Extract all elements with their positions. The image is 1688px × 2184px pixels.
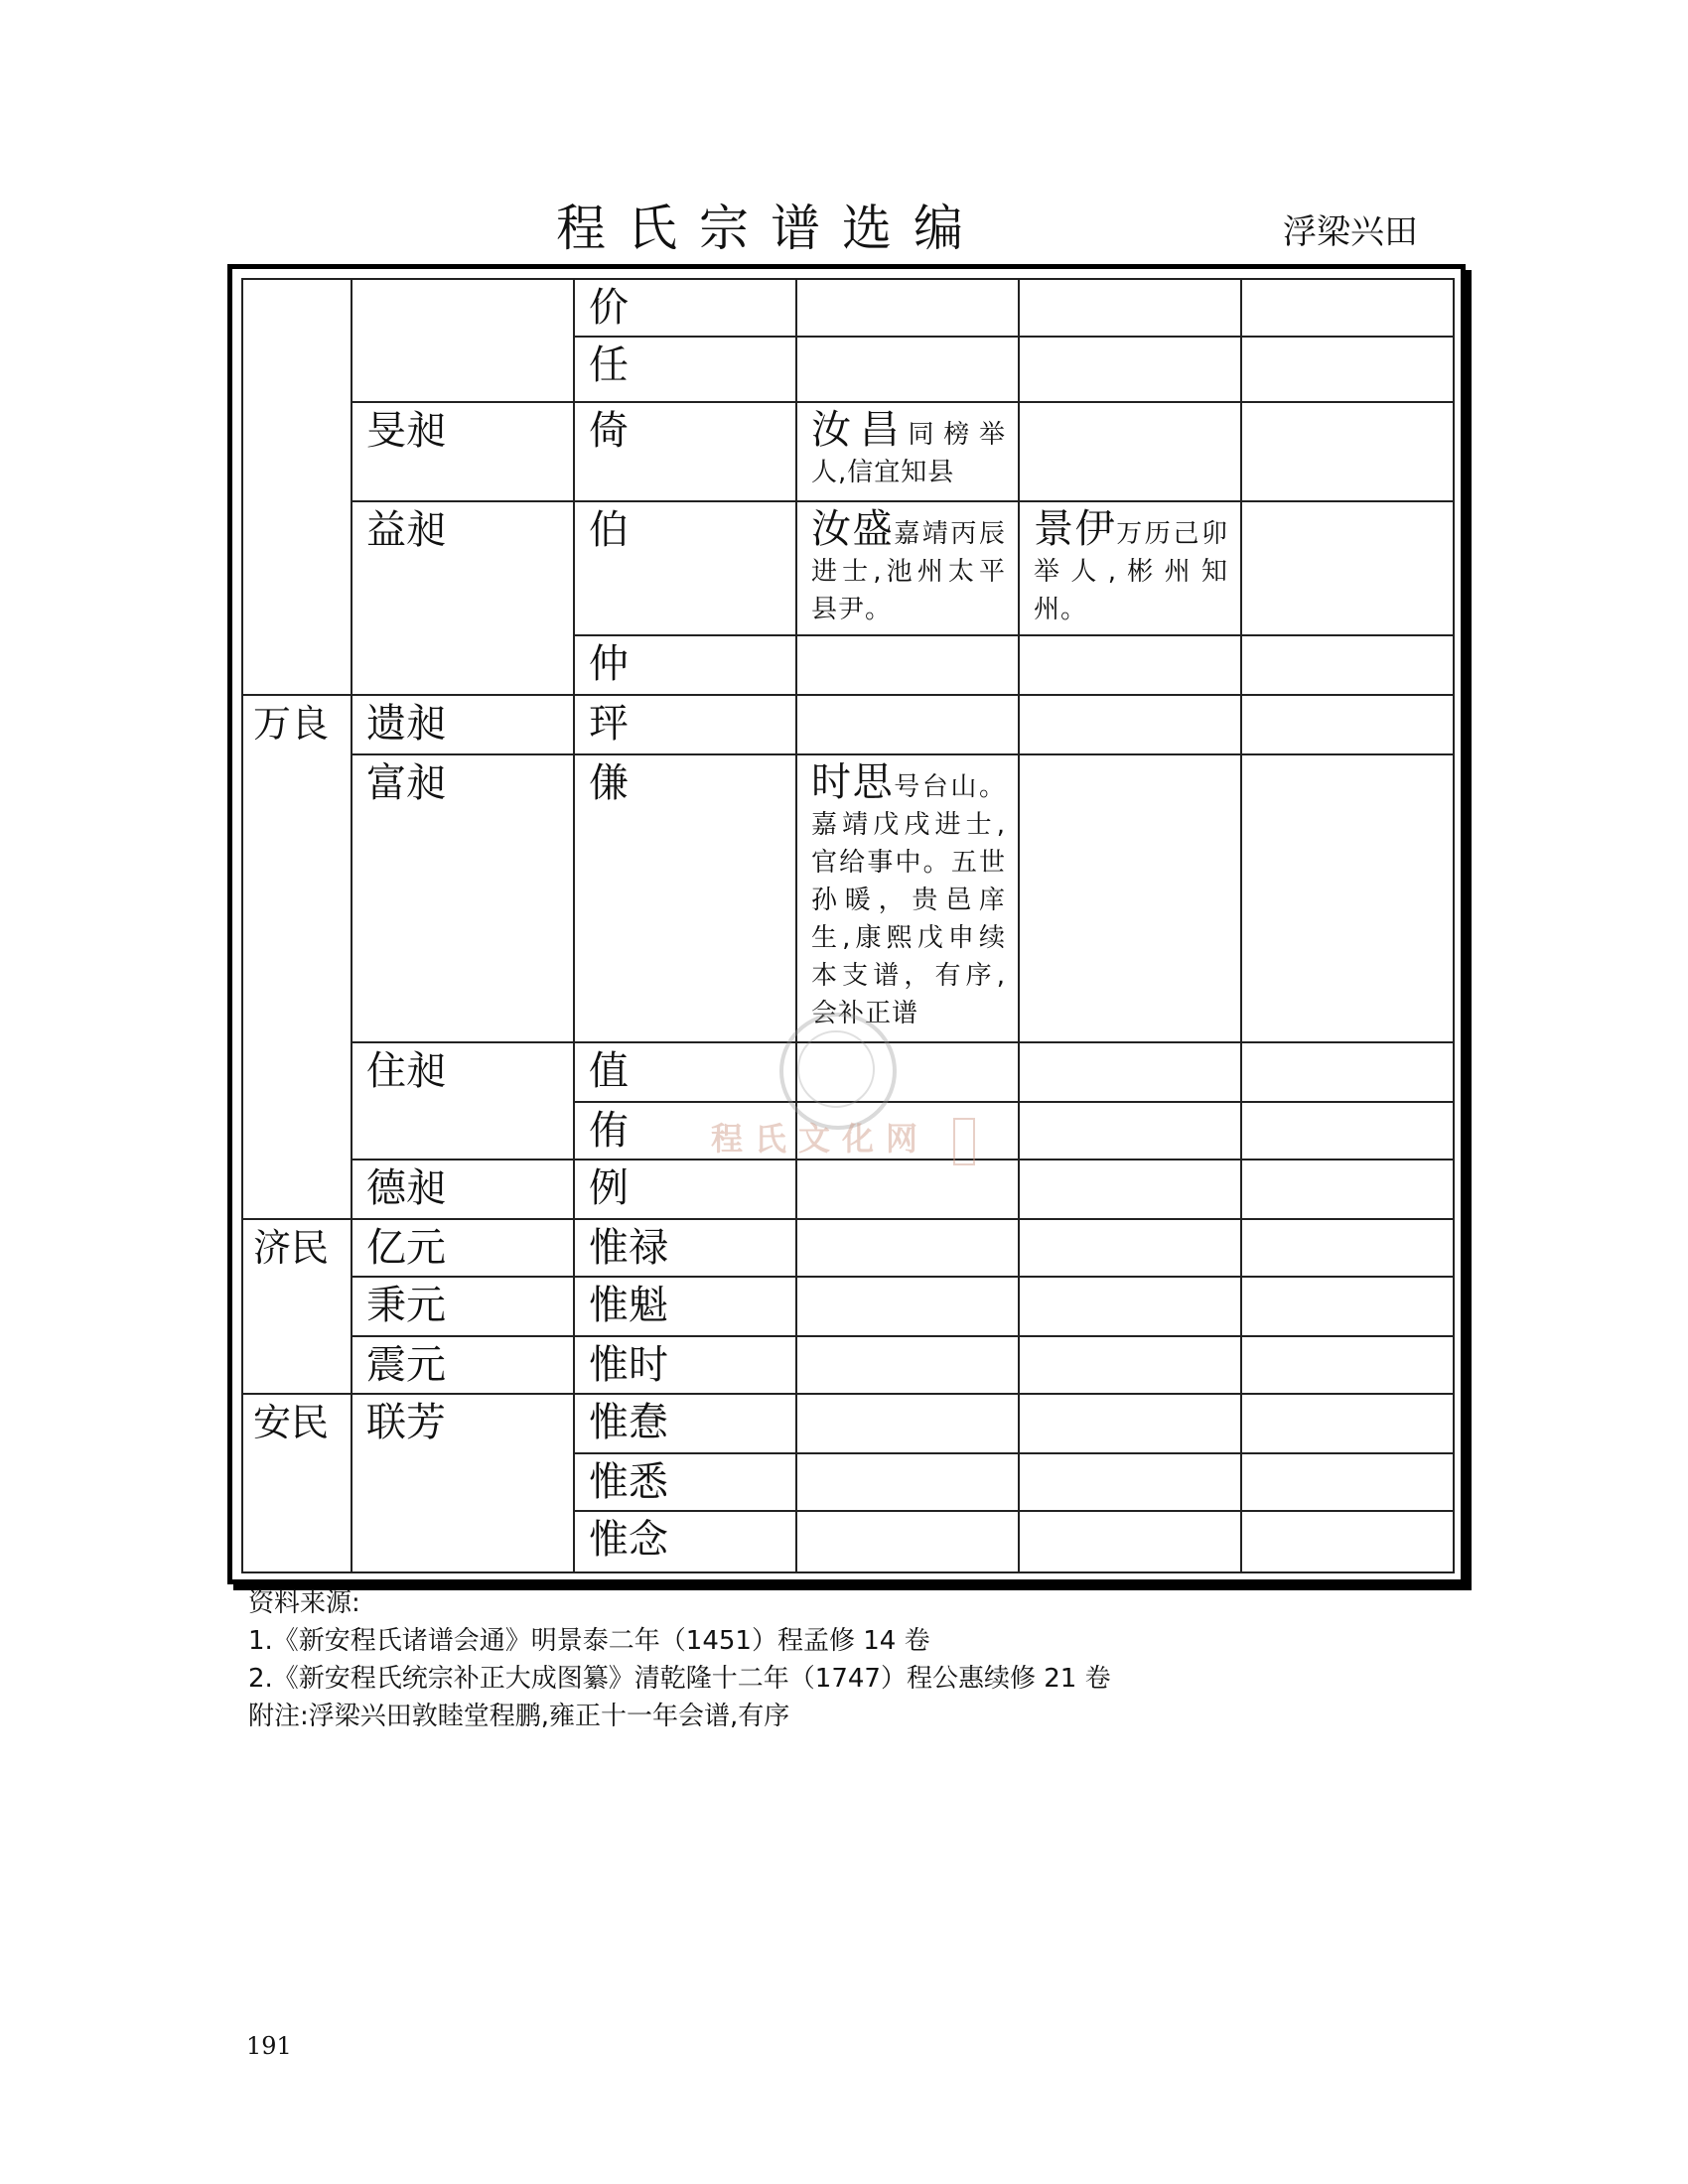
table-row bbox=[242, 1336, 1454, 1394]
gen3-cell bbox=[574, 754, 796, 1042]
person-name: 汝昌 bbox=[811, 407, 909, 453]
person-name: 安民 bbox=[253, 1401, 330, 1444]
person-bio bbox=[797, 502, 1018, 634]
table-row bbox=[242, 1219, 1454, 1277]
gen5-cell bbox=[1019, 1277, 1241, 1336]
person-name: 景伊 bbox=[1034, 506, 1117, 552]
gen4-cell bbox=[796, 1219, 1019, 1277]
source-note: 附注:浮梁兴田敦睦堂程鹏,雍正十一年会谱,有序 bbox=[248, 1702, 790, 1731]
person-name: 益昶 bbox=[366, 507, 446, 553]
gen5-cell bbox=[1019, 1219, 1241, 1277]
person-name: 旻昶 bbox=[366, 408, 446, 454]
gen3-cell bbox=[574, 1042, 796, 1102]
gen6-cell bbox=[1241, 1277, 1454, 1336]
person-name: 伯 bbox=[589, 507, 629, 553]
lineage-table bbox=[241, 278, 1455, 1573]
gen2-cell bbox=[352, 1277, 574, 1336]
gen5-cell bbox=[1019, 695, 1241, 754]
gen6-cell bbox=[1241, 1160, 1454, 1219]
gen5-cell bbox=[1019, 402, 1241, 501]
gen6-cell bbox=[1241, 279, 1454, 337]
gen3-cell bbox=[574, 337, 796, 402]
gen4-cell bbox=[796, 279, 1019, 337]
gen1-cell bbox=[242, 695, 352, 1219]
gen5-cell bbox=[1019, 1511, 1241, 1572]
gen5-cell bbox=[1019, 754, 1241, 1042]
gen2-cell bbox=[352, 695, 574, 754]
gen4-cell bbox=[796, 1102, 1019, 1160]
gen4-cell bbox=[796, 754, 1019, 1042]
gen6-cell bbox=[1241, 1453, 1454, 1511]
page-region: 浮梁兴田 bbox=[1283, 212, 1418, 252]
source-item: 1.《新安程氏诸谱会通》明景泰二年（1451）程孟修 14 卷 bbox=[248, 1626, 930, 1656]
gen2-cell bbox=[352, 402, 574, 501]
person-name: 值 bbox=[589, 1048, 629, 1094]
gen6-cell bbox=[1241, 754, 1454, 1042]
gen3-cell bbox=[574, 1102, 796, 1160]
gen4-cell bbox=[796, 1453, 1019, 1511]
person-name: 富昶 bbox=[366, 760, 446, 806]
person-name: 惟悉 bbox=[589, 1459, 668, 1505]
table-row bbox=[242, 1394, 1454, 1453]
gen1-cell bbox=[242, 279, 352, 695]
gen6-cell bbox=[1241, 635, 1454, 695]
page-title: 程氏宗谱选编 bbox=[556, 200, 985, 257]
gen3-cell bbox=[574, 501, 796, 635]
person-name: 联芳 bbox=[366, 1400, 446, 1445]
person-name: 震元 bbox=[366, 1342, 446, 1388]
gen3-cell bbox=[574, 695, 796, 754]
gen2-cell bbox=[352, 279, 574, 402]
person-name: 德昶 bbox=[366, 1165, 446, 1211]
gen1-cell bbox=[242, 1394, 352, 1572]
gen4-cell bbox=[796, 1160, 1019, 1219]
gen5-cell bbox=[1019, 337, 1241, 402]
gen1-cell bbox=[242, 1219, 352, 1394]
gen3-cell bbox=[574, 1336, 796, 1394]
gen4-cell bbox=[796, 695, 1019, 754]
person-name: 任 bbox=[589, 342, 629, 388]
gen5-cell bbox=[1019, 1336, 1241, 1394]
table-row bbox=[242, 1160, 1454, 1219]
gen4-cell bbox=[796, 1394, 1019, 1453]
person-name: 仲 bbox=[589, 641, 629, 687]
source-item: 2.《新安程氏统宗补正大成图纂》清乾隆十二年（1747）程公惠续修 21 卷 bbox=[248, 1664, 1111, 1694]
person-note: 万历己卯举人,彬州知州。 bbox=[1034, 519, 1228, 624]
gen4-cell bbox=[796, 402, 1019, 501]
gen6-cell bbox=[1241, 501, 1454, 635]
person-name: 惟魁 bbox=[589, 1283, 668, 1328]
gen5-cell bbox=[1019, 635, 1241, 695]
gen4-cell bbox=[796, 635, 1019, 695]
gen6-cell bbox=[1241, 402, 1454, 501]
watermark-text: 程氏文化网 bbox=[711, 1120, 930, 1158]
gen2-cell bbox=[352, 501, 574, 695]
person-name: 济民 bbox=[253, 1226, 330, 1270]
gen3-cell bbox=[574, 635, 796, 695]
person-name: 惟念 bbox=[589, 1517, 668, 1563]
gen5-cell bbox=[1019, 1042, 1241, 1102]
table-row bbox=[242, 402, 1454, 501]
gen4-cell bbox=[796, 1511, 1019, 1572]
sources-heading: 资料来源: bbox=[248, 1588, 360, 1618]
gen6-cell bbox=[1241, 1219, 1454, 1277]
gen2-cell bbox=[352, 1042, 574, 1160]
gen4-cell bbox=[796, 1042, 1019, 1102]
person-name: 惟禄 bbox=[589, 1225, 668, 1271]
gen6-cell bbox=[1241, 695, 1454, 754]
gen6-cell bbox=[1241, 1511, 1454, 1572]
gen6-cell bbox=[1241, 337, 1454, 402]
person-name: 倚 bbox=[589, 408, 629, 454]
gen3-cell bbox=[574, 279, 796, 337]
gen6-cell bbox=[1241, 1102, 1454, 1160]
gen6-cell bbox=[1241, 1042, 1454, 1102]
gen4-cell bbox=[796, 337, 1019, 402]
lineage-table-frame bbox=[227, 264, 1466, 1584]
person-name: 住昶 bbox=[366, 1048, 446, 1094]
gen3-cell bbox=[574, 1160, 796, 1219]
gen3-cell bbox=[574, 1277, 796, 1336]
table-row bbox=[242, 754, 1454, 1042]
person-note: 号台山。嘉靖戊戌进士,官给事中。五世孙暖，贵邑庠生,康熙戊申续本支谱，有序,会补正谱 bbox=[811, 772, 1006, 1028]
person-name: 价 bbox=[589, 285, 629, 331]
gen2-cell bbox=[352, 1394, 574, 1572]
gen3-cell bbox=[574, 1219, 796, 1277]
gen4-cell bbox=[796, 1336, 1019, 1394]
page-number: 191 bbox=[246, 2032, 292, 2060]
person-name: 汝盛 bbox=[811, 506, 895, 552]
gen6-cell bbox=[1241, 1336, 1454, 1394]
person-bio bbox=[797, 755, 1018, 1038]
person-name: 遗昶 bbox=[366, 701, 446, 747]
gen4-cell bbox=[796, 501, 1019, 635]
person-name: 亿元 bbox=[366, 1225, 446, 1271]
gen2-cell bbox=[352, 1160, 574, 1219]
person-name: 侑 bbox=[589, 1108, 629, 1154]
table-row bbox=[242, 695, 1454, 754]
sources-block bbox=[248, 1584, 1460, 1735]
person-name: 万良 bbox=[253, 702, 330, 746]
person-name: 例 bbox=[589, 1165, 629, 1211]
gen6-cell bbox=[1241, 1394, 1454, 1453]
gen2-cell bbox=[352, 754, 574, 1042]
gen3-cell bbox=[574, 402, 796, 501]
gen5-cell bbox=[1019, 501, 1241, 635]
person-name: 惟惷 bbox=[589, 1400, 668, 1445]
person-name: 秉元 bbox=[366, 1283, 446, 1328]
person-note: 同榜举人,信宜知县 bbox=[811, 420, 1006, 487]
person-name: 惟时 bbox=[589, 1342, 668, 1388]
gen2-cell bbox=[352, 1336, 574, 1394]
gen4-cell bbox=[796, 1277, 1019, 1336]
person-name: 玶 bbox=[589, 701, 629, 747]
gen5-cell bbox=[1019, 1160, 1241, 1219]
gen2-cell bbox=[352, 1219, 574, 1277]
gen5-cell bbox=[1019, 1394, 1241, 1453]
table-row bbox=[242, 279, 1454, 337]
gen5-cell bbox=[1019, 1453, 1241, 1511]
gen3-cell bbox=[574, 1453, 796, 1511]
table-row bbox=[242, 1042, 1454, 1102]
person-bio bbox=[797, 403, 1018, 497]
table-row bbox=[242, 501, 1454, 635]
gen5-cell bbox=[1019, 1102, 1241, 1160]
gen3-cell bbox=[574, 1511, 796, 1572]
person-bio bbox=[1020, 502, 1240, 634]
person-note: 嘉靖丙辰进士,池州太平县尹。 bbox=[811, 519, 1006, 624]
table-row bbox=[242, 1277, 1454, 1336]
person-name: 傔 bbox=[589, 760, 629, 806]
person-name: 时思 bbox=[811, 759, 895, 805]
gen5-cell bbox=[1019, 279, 1241, 337]
gen3-cell bbox=[574, 1394, 796, 1453]
